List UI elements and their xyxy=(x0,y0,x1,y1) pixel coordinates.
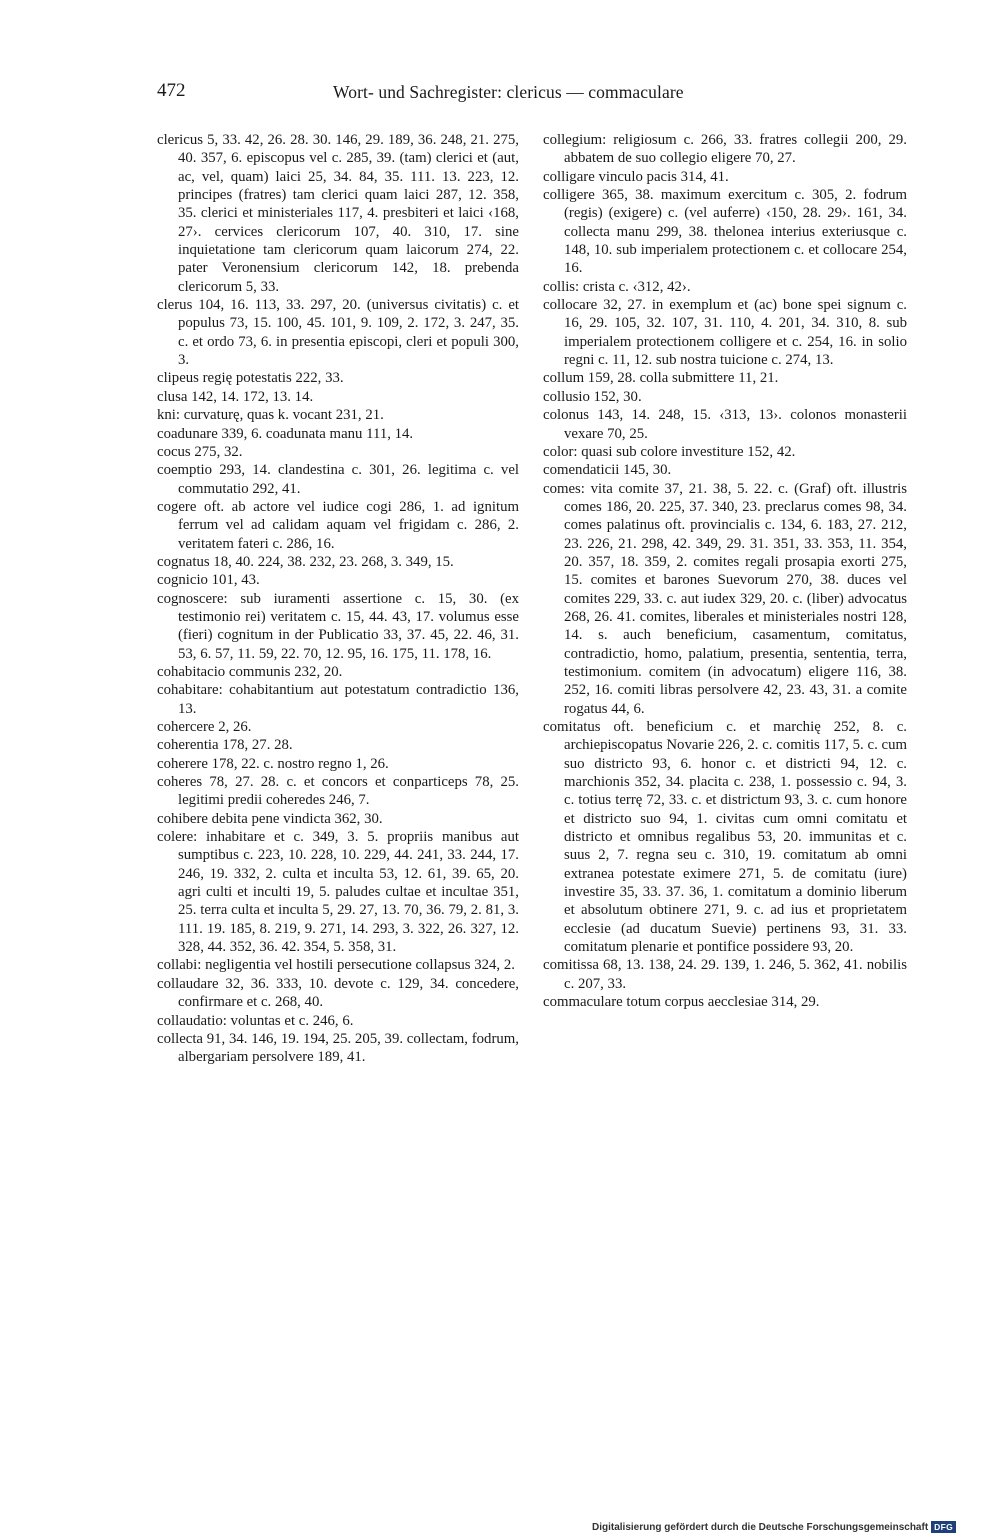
index-entry: collabi: negligentia vel hostili persecutione collapsus 324, 2. xyxy=(157,957,515,974)
index-entry: coherere 178, 22. c. nostro regno 1, 26. xyxy=(157,755,389,772)
index-entry: clericus 5, 33. 42, 26. 28. 30. 146, 29. 189, 36. 248, 21. 275, 40. 357, 6. episcopus vel c. 285, 39. (tam) clerici et (aut, ac, vel, quam) laici 25, 34. 84, 35. 111. 13. 223, 12. principes (fratres) tam clerici quam laici 287, 12. 358, 35. clerici et ministeriales 117, 4. presbiteri et laici ‹168, 27›. cervices clericorum 107, 40. 310, 17. sine inquietatione tam clericorum quam laicorum 274, 22. pater Veronensium clericorum 142, 18. prebenda clericorum 5, 33. xyxy=(157,132,519,295)
index-entry: collis: crista c. ‹312, 42›. xyxy=(543,278,691,295)
index-entry: cohabitare: cohabitantium aut potestatum contradictio 136, 13. xyxy=(157,682,519,717)
index-entry: colligere 365, 38. maximum exercitum c. 305, 2. fodrum (regis) (exigere) c. (vel auferre) ‹150, 28. 29›. 161, 34. collecta manu 299, 38. thelonea interius exteriusque c. 148, 10. sub imperialem protectionem c. et collocare 254, 16. xyxy=(543,187,907,277)
index-entry: collusio 152, 30. xyxy=(543,388,642,405)
footer-credit xyxy=(592,1521,956,1533)
index-entry: collocare 32, 27. in exemplum et (ac) bone spei signum c. 16, 29. 105, 32. 107, 31. 110, 4. 201, 34. 310, 8. sub imperialem protectionem colligere et c. 254, 16. in solio regni c. 11, 12. sub nostra tuicione c. 274, 13. xyxy=(543,297,907,369)
left-column xyxy=(157,131,519,1067)
index-entry: cocus 275, 32. xyxy=(157,443,243,460)
index-entry: cohabitacio communis 232, 20. xyxy=(157,663,343,680)
index-entry: comitatus oft. beneficium c. et marchię 252, 8. c. archiepiscopatus Novarie 226, 2. c. comitis 117, 5. c. cum suo districto 93, 6. honor c. et districti 94, 12. c. marchionis 352, 34. placita c. 238, 1. possessio c. 94, 3. c. totius terrę 72, 33. c. et districtum 93, 3. c. cum honore et districto suo 94, 1. civitas cum omni comitatu et districto et omnibus regalibus 53, 20. immunitas et c. suus 2, 7. regna seu c. 310, 19. comitatum ab omni extranea potestate eximere 271, 5. de comitatu (iure) investire 35, 33. 37. 36, 1. comitatum a dominio liberum et absolutum obtinere 271, 9. c. ad ius et proprietatem ecclesie (ad ducatum Suevie) pertinens 93, 31. 33. comitatum plenarie et pontifice possidere 93, 20. xyxy=(543,719,907,956)
index-entry: collegium: religiosum c. 266, 33. fratres collegii 200, 29. abbatem de suo collegio eligere 70, 27. xyxy=(543,132,907,167)
index-entry: cognicio 101, 43. xyxy=(157,572,260,589)
index-entry: commaculare totum corpus aecclesiae 314, 29. xyxy=(543,994,820,1011)
index-entry: comitissa 68, 13. 138, 24. 29. 139, 1. 246, 5. 362, 41. nobilis c. 207, 33. xyxy=(543,957,907,992)
index-entry: colonus 143, 14. 248, 15. ‹313, 13›. colonos monasterii vexare 70, 25. xyxy=(543,407,907,442)
index-entry: coheres 78, 27. 28. c. et concors et conparticeps 78, 25. legitimi predii coheredes 246, 7. xyxy=(157,774,519,809)
index-entry: collecta 91, 34. 146, 19. 194, 25. 205, 39. collectam, fodrum, albergariam persolvere 189, 41. xyxy=(157,1030,519,1066)
index-entry: clipeus regię potestatis 222, 33. xyxy=(157,370,344,387)
index-entry: colere: inhabitare et c. 349, 3. 5. propriis manibus aut sumptibus c. 223, 10. 228, 10. 229, 44. 241, 33. 244, 17. 246, 19. 332, 2. culta et inculta 53, 12. 61, 39. 65, 20. agri culti et inculti 19, 5. paludes cultae et incultae 351, 25. terra culta et inculta 5, 29. 27, 13. 70, 36. 79, 2. 81, 3. 111. 19. 185, 8. 219, 9. 271, 14. 293, 3. 322, 26. 327, 12. 328, 44. 352, 36. 42. 354, 5. 358, 31. xyxy=(157,829,519,956)
footer-credit-text: Digitalisierung gefördert durch die Deutsche Forschungsgemeinschaft xyxy=(591,1521,929,1533)
index-entry: collaudare 32, 36. 333, 10. devote c. 129, 34. concedere, confirmare et c. 268, 40. xyxy=(157,975,519,1011)
index-entry: cohibere debita pene vindicta 362, 30. xyxy=(157,810,383,827)
index-entry: collum 159, 28. colla submittere 11, 21. xyxy=(543,370,779,387)
index-entry: kni: curvaturę, quas k. vocant 231, 21. xyxy=(157,407,384,424)
index-entry: cognatus 18, 40. 224, 38. 232, 23. 268, 3. 349, 15. xyxy=(157,553,454,570)
index-entry: cohercere 2, 26. xyxy=(157,719,252,735)
page-number: 472 xyxy=(157,80,186,101)
index-entry: clusa 142, 14. 172, 13. 14. xyxy=(157,388,314,405)
index-entry: clerus 104, 16. 113, 33. 297, 20. (universus civitatis) c. et populus 73, 15. 100, 45. 101, 9. 109, 2. 172, 3. 247, 35. c. et ordo 73, 6. in presentia episcopi, cleri et populi 300, 3. xyxy=(157,297,519,369)
index-entry: cognoscere: sub iuramenti assertione c. 15, 30. (ex testimonio rei) veritatem c. 15, 44. 43, 17. volumus esse (fieri) cognitum in der Publicatio 33, 37. 45, 22. 46, 31. 53, 6. 57, 11. 59, 22. 70, 12. 95, 16. 175, 11. 178, 16. xyxy=(157,590,519,662)
running-head: Wort- und Sachregister: clericus — commaculare xyxy=(333,82,684,102)
dfg-logo: DFG xyxy=(931,1521,956,1533)
index-entry: coadunare 339, 6. coadunata manu 111, 14. xyxy=(157,425,414,442)
index-entry: coherentia 178, 27. 28. xyxy=(157,737,293,754)
index-entry: colligare vinculo pacis 314, 41. xyxy=(543,168,729,185)
index-entry: comendaticii 145, 30. xyxy=(543,462,672,479)
index-entry: coemptio 293, 14. clandestina c. 301, 26. legitima c. vel commutatio 292, 41. xyxy=(157,462,519,497)
index-entry: collaudatio: voluntas et c. 246, 6. xyxy=(157,1012,354,1029)
index-entry: comes: vita comite 37, 21. 38, 5. 22. c. (Graf) oft. illustris comes 186, 20. 225, 37. 340, 23. preclarus comes 98, 34. comes palatinus oft. provincialis c. 134, 6. 183, 27. 212, 23. 226, 21. 298, 42. 349, 29. 31. 351, 33. 353, 11. 354, 20. 357, 18. 359, 2. comites regali prosapia exorti 275, 15. comites et barones Suevorum 270, 38. duces vel comites 229, 33. c. aut iudex 329, 20. c. (liber) advocatus 268, 26. 41. comites, liberales et ministeriales nostri 128, 14. s. auch beneficium, casamentum, comitatus, contradictio, homo, palatium, presentia, sententia, terra, testimonium. comitem (in advocatum) eligere 116, 38. 252, 16. comiti libras persolvere 42, 23. 43, 31. a comite rogatus 44, 6. xyxy=(543,480,907,717)
index-entry: color: quasi sub colore investiture 152, 42. xyxy=(543,443,796,460)
index-entry: cogere oft. ab actore vel iudice cogi 286, 1. ad ignitum ferrum vel ad calidam aquam vel frigidam c. 286, 2. veritatem fateri c. 286, 16. xyxy=(157,498,519,552)
right-column xyxy=(543,131,907,1012)
